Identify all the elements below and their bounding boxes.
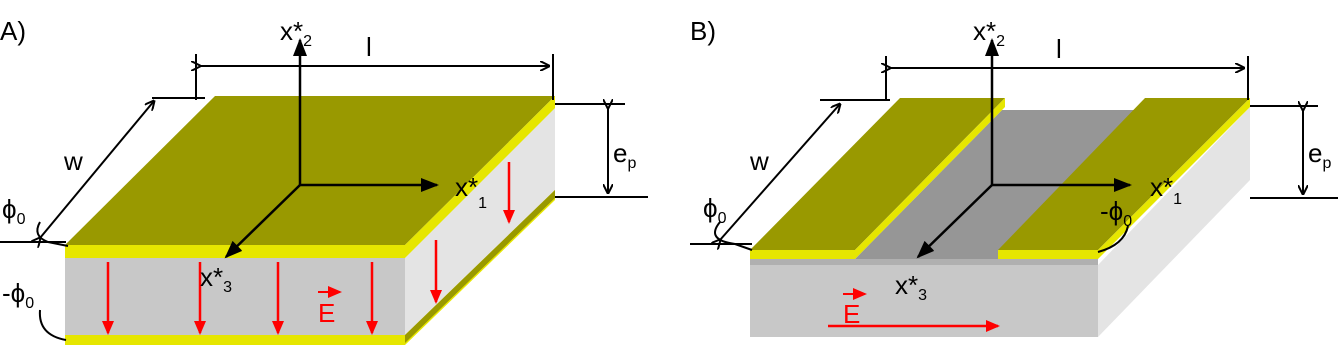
axis-x2-label-a: $x*_2$ xyxy=(280,16,313,50)
axis-x1-label-b: $x*_1$ xyxy=(1150,172,1183,208)
field-label-b: E xyxy=(843,299,861,329)
phi-bottom-label-a: $-\phi_0$ xyxy=(2,278,35,312)
field-label-a: E xyxy=(318,298,336,328)
thickness-label-a: $e_p$ xyxy=(613,138,637,172)
axis-x1-label-a: $x*_1$ xyxy=(455,172,488,212)
length-dimension-a xyxy=(196,54,553,100)
length-label-b: l xyxy=(1056,34,1062,64)
panel-b-label: B) xyxy=(690,16,716,46)
phi-right-label-b: $-\phi_0$ xyxy=(1100,196,1133,230)
width-label-a: w xyxy=(64,146,83,176)
thickness-dimension-a xyxy=(555,104,648,197)
axis-x3-label-b: $x*_3$ xyxy=(895,270,928,304)
thickness-dimension-b xyxy=(1250,106,1338,198)
substrate-front-a xyxy=(65,258,405,335)
thickness-label-b: $e_p$ xyxy=(1308,138,1332,172)
right-electrode-rim-front-b xyxy=(998,250,1098,259)
phi-bottom-connector-a xyxy=(40,310,66,340)
axis-x2-label-b: $x*_2$ xyxy=(973,16,1006,50)
gap-front-b xyxy=(750,259,1098,265)
panel-b xyxy=(690,16,1338,337)
panel-a-label: A) xyxy=(0,16,26,46)
phi-top-label-a: $\phi_0$ xyxy=(2,194,26,228)
axis-x3-label-a: $x*_3$ xyxy=(200,262,233,296)
length-dimension-b xyxy=(886,56,1248,100)
panel-a xyxy=(0,16,648,345)
left-electrode-rim-front-b xyxy=(750,250,855,259)
phi-left-label-b: $\phi_0$ xyxy=(703,193,727,227)
length-label-a: l xyxy=(366,32,372,62)
width-label-b: w xyxy=(750,146,769,176)
